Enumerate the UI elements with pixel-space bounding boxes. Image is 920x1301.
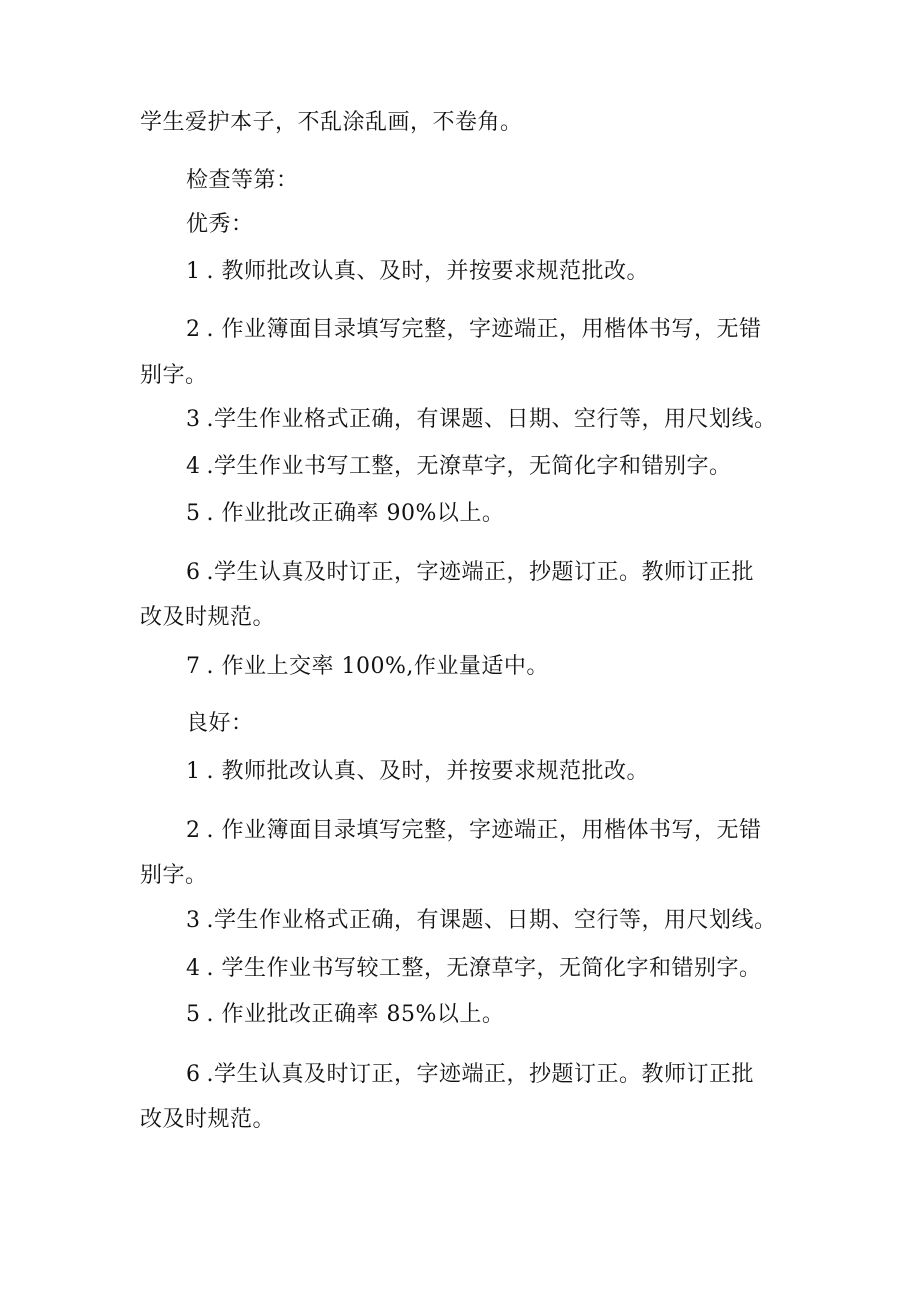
item-text-continuation: 改及时规范。 <box>140 1107 276 1132</box>
list-item <box>186 955 762 983</box>
item-number: 5 <box>186 501 201 526</box>
item-number: 1 <box>186 759 201 784</box>
list-item <box>186 316 762 344</box>
item-number: 6 <box>186 560 201 585</box>
item-text: .学生作业格式正确，有课题、日期、空行等，用尺划线。 <box>206 407 777 432</box>
item-text: . 学生作业书写较工整，无潦草字，无简化字和错别字。 <box>206 956 762 981</box>
item-text-continuation: 改及时规范。 <box>140 605 276 630</box>
list-item <box>186 406 777 434</box>
item-text: . 教师批改认真、及时，并按要求规范批改。 <box>206 259 649 284</box>
item-number: 4 <box>186 454 201 479</box>
item-text-continuation: 别字。 <box>140 863 208 888</box>
item-number: 5 <box>186 1002 201 1027</box>
item-text: .学生作业书写工整，无潦草字，无简化字和错别字。 <box>206 454 732 479</box>
list-item <box>186 758 649 786</box>
item-number: 2 <box>186 317 201 342</box>
list-item <box>186 1061 754 1089</box>
item-text: . 教师批改认真、及时，并按要求规范批改。 <box>206 759 649 784</box>
item-text: .学生作业格式正确，有课题、日期、空行等，用尺划线。 <box>206 908 777 933</box>
item-number: 7 <box>186 654 201 679</box>
list-item <box>186 907 777 935</box>
list-item <box>186 453 732 481</box>
excellent-heading: 优秀： <box>186 212 254 237</box>
item-text: . 作业上交率 100%,作业量适中。 <box>206 654 549 679</box>
item-number: 2 <box>186 818 201 843</box>
list-item <box>186 817 762 845</box>
item-text: .学生认真及时订正，字迹端正，抄题订正。教师订正批 <box>206 560 754 585</box>
good-heading: 良好： <box>186 711 254 736</box>
item-text: . 作业批改正确率 90%以上。 <box>206 501 505 526</box>
item-text: .学生认真及时订正，字迹端正，抄题订正。教师订正批 <box>206 1062 754 1087</box>
item-text: . 作业簿面目录填写完整，字迹端正，用楷体书写，无错 <box>206 317 762 342</box>
item-text: . 作业批改正确率 85%以上。 <box>206 1002 505 1027</box>
list-item <box>186 653 549 681</box>
list-item <box>186 500 504 528</box>
item-number: 1 <box>186 259 201 284</box>
item-text-continuation: 别字。 <box>140 363 208 388</box>
list-item <box>186 1001 504 1029</box>
intro-line: 学生爱护本子，不乱涂乱画，不卷角。 <box>140 110 523 135</box>
item-text: . 作业簿面目录填写完整，字迹端正，用楷体书写，无错 <box>206 818 762 843</box>
list-item <box>186 559 754 587</box>
list-item <box>186 258 649 286</box>
item-number: 3 <box>186 407 201 432</box>
item-number: 6 <box>186 1062 201 1087</box>
item-number: 4 <box>186 956 201 981</box>
item-number: 3 <box>186 908 201 933</box>
check-heading: 检查等第： <box>186 168 299 193</box>
